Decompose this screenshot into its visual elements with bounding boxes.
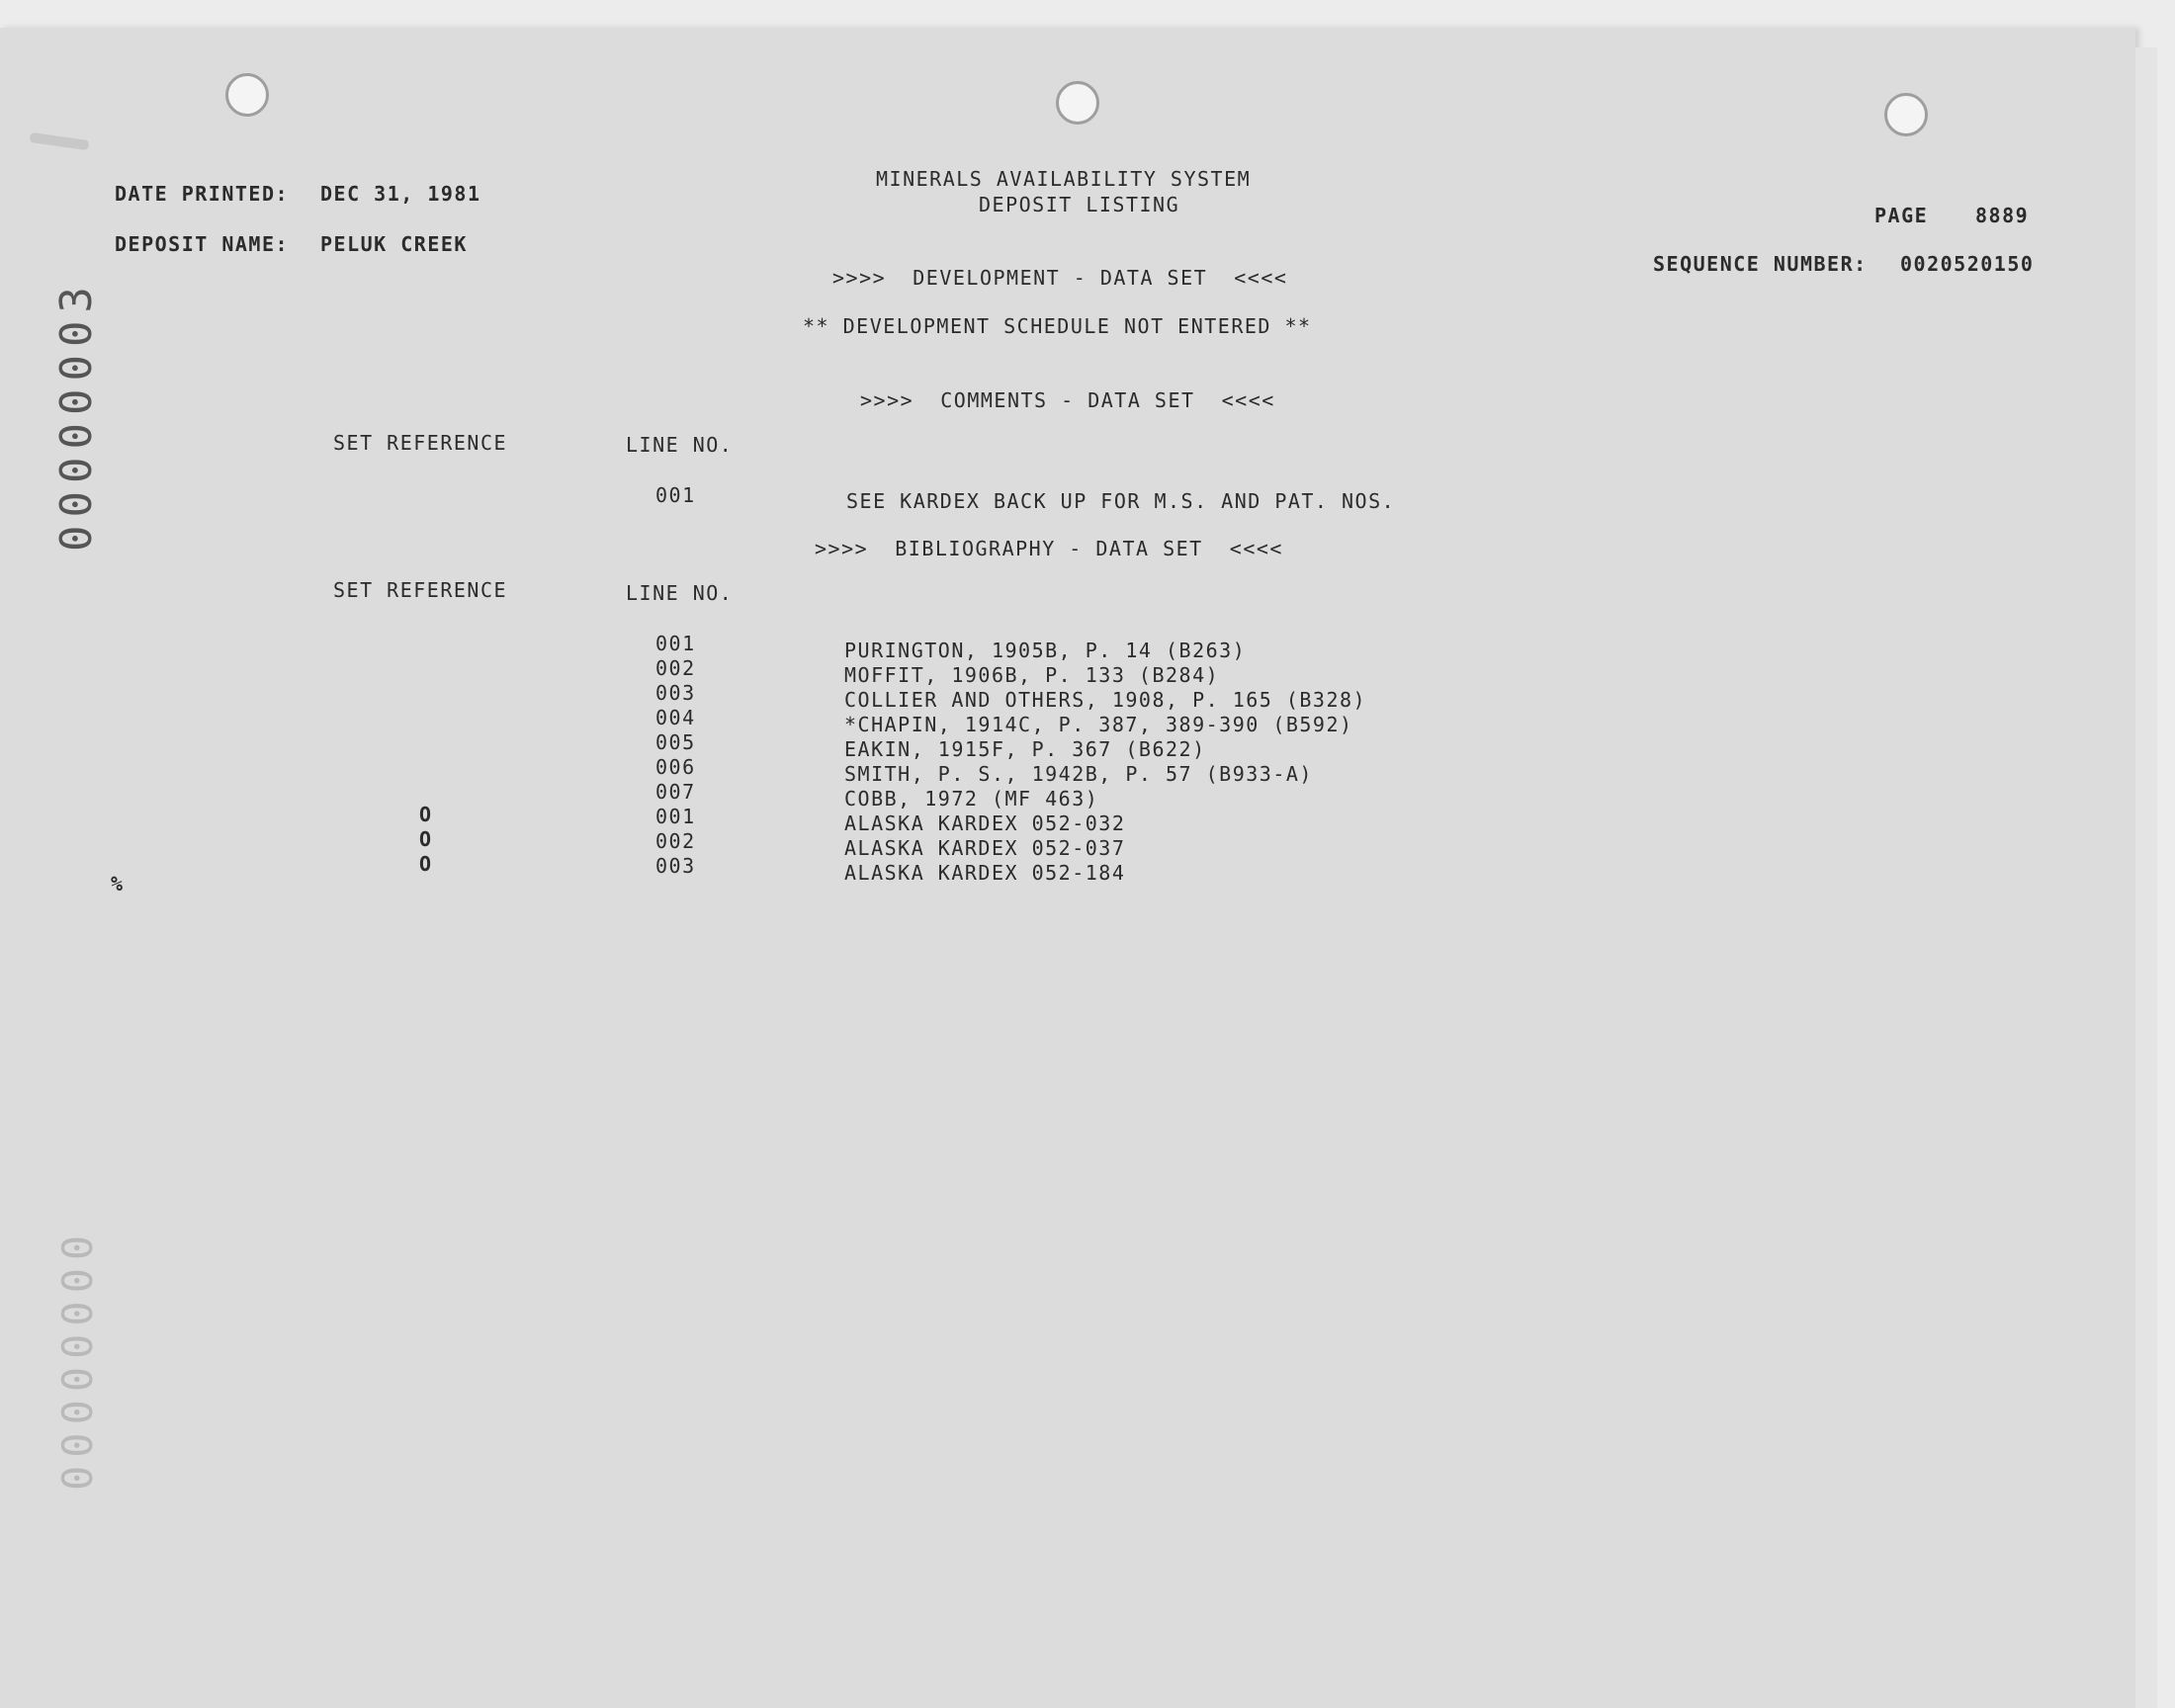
listing-title: DEPOSIT LISTING xyxy=(979,193,1180,216)
side-stamp-faint: 00000000 xyxy=(53,1227,102,1491)
date-printed-label: DATE PRINTED: xyxy=(115,182,290,206)
set-reference: O xyxy=(419,803,433,826)
line-number: 001 xyxy=(655,805,696,828)
reference-text: COLLIER AND OTHERS, 1908, P. 165 (B328) xyxy=(844,688,1367,712)
comments-heading: >>>> COMMENTS - DATA SET <<<< xyxy=(860,388,1275,412)
printout-page xyxy=(0,28,2135,1708)
line-number: 001 xyxy=(655,632,696,655)
page-label: PAGE xyxy=(1874,204,1929,227)
deposit-name-label: DEPOSIT NAME: xyxy=(115,232,290,256)
comments-col-line-no: LINE NO. xyxy=(626,433,734,457)
line-number: 003 xyxy=(655,854,696,878)
sequence-number-label: SEQUENCE NUMBER: xyxy=(1653,252,1868,276)
deposit-name-value: PELUK CREEK xyxy=(320,232,468,256)
line-number: 006 xyxy=(655,755,696,779)
date-printed-value: DEC 31, 1981 xyxy=(320,182,481,206)
reference-text: *CHAPIN, 1914C, P. 387, 389-390 (B592) xyxy=(844,713,1353,736)
page-number: 8889 xyxy=(1975,204,2030,227)
reference-text: MOFFIT, 1906B, P. 133 (B284) xyxy=(844,663,1220,687)
reference-text: ALASKA KARDEX 052-037 xyxy=(844,836,1126,860)
line-number: 003 xyxy=(655,681,696,705)
binder-hole-right xyxy=(1884,93,1928,136)
smudge-mark xyxy=(30,132,90,150)
bibliography-col-set-reference: SET REFERENCE xyxy=(333,578,508,602)
bibliography-heading: >>>> BIBLIOGRAPHY - DATA SET <<<< xyxy=(815,537,1283,560)
line-number: 007 xyxy=(655,780,696,804)
footer-percent-mark: % xyxy=(111,872,125,896)
reference-text: COBB, 1972 (MF 463) xyxy=(844,787,1099,811)
comments-row-text: SEE KARDEX BACK UP FOR M.S. AND PAT. NOS. xyxy=(846,489,1396,513)
development-note: ** DEVELOPMENT SCHEDULE NOT ENTERED ** xyxy=(803,314,1312,338)
comments-col-set-reference: SET REFERENCE xyxy=(333,431,508,455)
reference-text: PURINGTON, 1905B, P. 14 (B263) xyxy=(844,639,1247,662)
line-number: 005 xyxy=(655,730,696,754)
reference-text: SMITH, P. S., 1942B, P. 57 (B933-A) xyxy=(844,762,1313,786)
set-reference: O xyxy=(419,827,433,851)
set-reference: O xyxy=(419,852,433,876)
reference-text: ALASKA KARDEX 052-184 xyxy=(844,861,1126,885)
side-stamp-number: 00000003 xyxy=(51,279,102,552)
binder-hole-left xyxy=(225,73,269,117)
reference-text: ALASKA KARDEX 052-032 xyxy=(844,811,1126,835)
comments-row-line: 001 xyxy=(655,483,696,507)
reference-text: EAKIN, 1915F, P. 367 (B622) xyxy=(844,737,1206,761)
binder-hole-center xyxy=(1056,81,1099,125)
line-number: 004 xyxy=(655,706,696,729)
system-title: MINERALS AVAILABILITY SYSTEM xyxy=(876,167,1252,191)
sequence-number-value: 0020520150 xyxy=(1900,252,2035,276)
development-heading: >>>> DEVELOPMENT - DATA SET <<<< xyxy=(832,266,1288,290)
line-number: 002 xyxy=(655,829,696,853)
line-number: 002 xyxy=(655,656,696,680)
bibliography-col-line-no: LINE NO. xyxy=(626,581,734,605)
